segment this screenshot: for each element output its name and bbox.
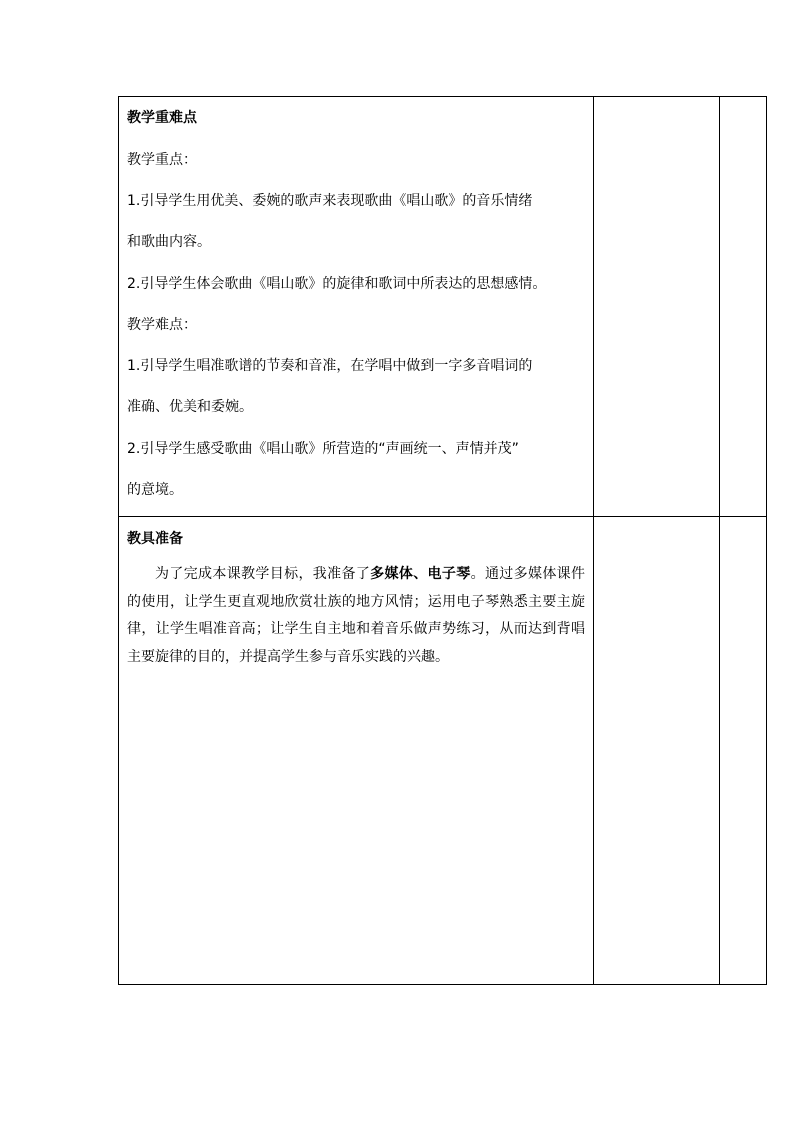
- text-line: 1.引导学生唱准歌谱的节奏和音准，在学唱中做到一字多音唱词的: [127, 358, 533, 374]
- section-heading: 教学重难点: [127, 110, 197, 126]
- text-line: 1.引导学生用优美、委婉的歌声来表现歌曲《唱山歌》的音乐情绪: [127, 193, 533, 209]
- paragraph-bold-text: 多媒体、电子琴: [370, 566, 471, 583]
- table-row: [119, 517, 767, 985]
- text-line: 2.引导学生体会歌曲《唱山歌》的旋律和歌词中所表达的思想感情。: [127, 276, 547, 292]
- key-points-cell: [119, 97, 594, 517]
- empty-cell: [720, 97, 767, 517]
- teaching-aids-cell: [119, 517, 594, 985]
- table-row: [119, 97, 767, 517]
- text-line: 2.引导学生感受歌曲《唱山歌》所营造的“声画统一、声情并茂”: [127, 441, 519, 457]
- section-heading: 教具准备: [127, 531, 183, 548]
- empty-cell: [594, 97, 720, 517]
- paragraph: [127, 561, 585, 671]
- paragraph-text: 。通过多媒体课件的使用，让学生更直观地欣赏壮族的地方风情；运用电子琴熟悉主要主旋律，让学生唱准音高；让学生自主地和着音乐做声势练习，从而达到背唱主要旋律的目的，并提高学生参与音乐实践的兴趣。: [127, 566, 586, 665]
- text-line: 教学重点：: [127, 152, 197, 168]
- paragraph-text: 为了完成本课教学目标，我准备了: [155, 566, 371, 583]
- lesson-plan-table: [118, 96, 767, 985]
- text-line: 准确、优美和委婉。: [127, 399, 253, 415]
- text-line: 的意境。: [127, 482, 183, 498]
- text-line: 教学难点：: [127, 317, 197, 333]
- empty-cell: [720, 517, 767, 985]
- empty-cell: [594, 517, 720, 985]
- text-line: 和歌曲内容。: [127, 234, 211, 250]
